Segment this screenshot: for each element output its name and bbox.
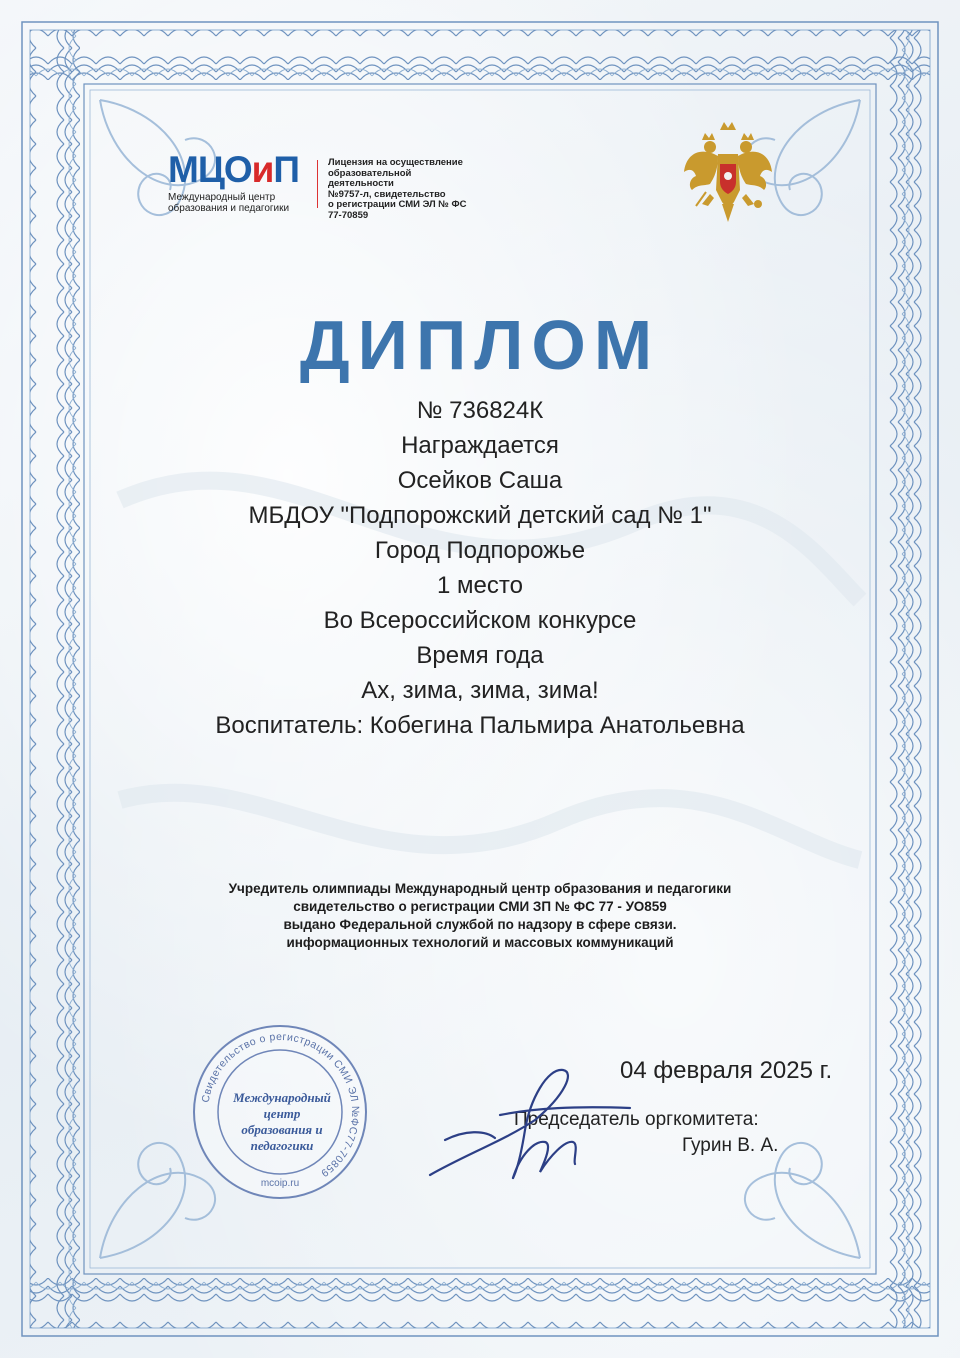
diploma-body <box>0 393 960 743</box>
institution-name: МБДОУ "Подпорожский детский сад № 1" <box>248 502 712 529</box>
logo-main <box>168 150 299 214</box>
contest-name: Во Всероссийском конкурсе <box>323 607 637 634</box>
place-award: 1 место <box>437 572 523 599</box>
logo-wordmark <box>168 150 299 190</box>
founder-line2: свидетельство о регистрации СМИ ЗП № ФС 77 - УО859 <box>293 899 667 914</box>
logo-subtitle-line2: образования и педагогики <box>168 203 290 214</box>
recipient-name: Осейков Саша <box>397 467 563 494</box>
seal-center-line3: образования и <box>241 1122 323 1137</box>
founder-line4: информационных технологий и массовых коммуникаций <box>286 935 674 950</box>
organization-logo <box>168 150 478 221</box>
issue-date: 04 февраля 2025 г. <box>620 1057 833 1084</box>
founder-info <box>0 880 960 952</box>
diploma-title: ДИПЛОМ <box>299 306 661 384</box>
logo-part1: МЦО <box>168 149 252 190</box>
logo-subtitle <box>168 192 299 214</box>
diploma-number: № 736824К <box>416 397 544 424</box>
chair-label: Председатель оргкомитета: <box>514 1109 759 1130</box>
work-title: Ах, зима, зима, зима! <box>361 677 599 704</box>
logo-part3: П <box>273 149 299 190</box>
awarded-label: Награждается <box>401 432 559 459</box>
seal-ring-text: Свидетельство о регистрации СМИ ЭЛ №ФС77-70859 <box>199 1030 362 1180</box>
seal-center-line1: Международный <box>233 1090 331 1105</box>
signature <box>425 1060 635 1190</box>
license-line5: 77-70859 <box>327 209 369 221</box>
license-line2: образовательной деятельности <box>327 167 412 189</box>
logo-part2: и <box>251 149 274 190</box>
license-line1: Лицензия на осуществление <box>327 157 463 168</box>
license-line4: о регистрации СМИ ЭЛ № ФС <box>327 199 467 210</box>
official-seal <box>190 1022 370 1202</box>
logo-divider <box>317 160 318 208</box>
seal-site: mcoip.ru <box>260 1178 300 1189</box>
russian-coat-of-arms-icon <box>680 120 776 224</box>
seal-center-line2: центр <box>263 1106 301 1121</box>
license-text <box>328 158 478 221</box>
founder-line1: Учредитель олимпиады Международный центр образования и педагогики <box>228 881 732 896</box>
nomination-name: Время года <box>416 642 544 669</box>
founder-line3: выдано Федеральной службой по надзору в сфере связи. <box>283 917 677 932</box>
teacher-name: Воспитатель: Кобегина Пальмира Анатольевна <box>215 712 745 739</box>
seal-center-line4: педагогики <box>250 1138 314 1153</box>
chair-name: Гурин В. А. <box>682 1135 779 1156</box>
logo-subtitle-line1: Международный центр <box>168 192 276 203</box>
city-name: Город Подпорожье <box>374 537 586 564</box>
license-line3: №9757-л, свидетельство <box>327 188 446 200</box>
